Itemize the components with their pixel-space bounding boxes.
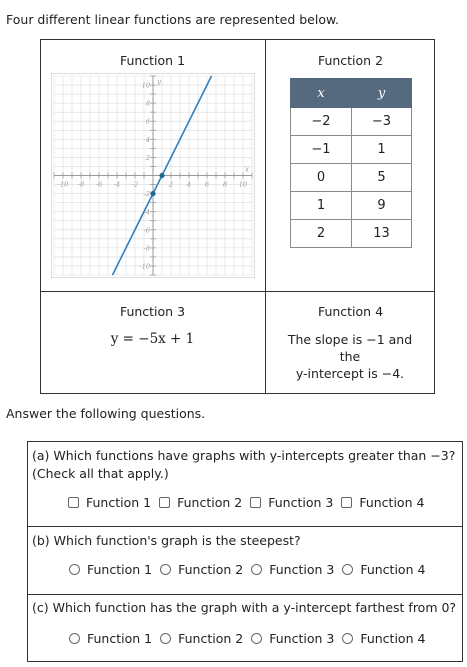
cell-x: 1	[291, 192, 352, 220]
question-c-options	[69, 631, 425, 646]
checkbox-icon[interactable]	[68, 497, 79, 508]
radio-function-1[interactable]: Function 1	[69, 631, 152, 646]
checkbox-function-1[interactable]: Function 1	[68, 495, 151, 510]
table-header-x: x	[291, 79, 352, 108]
function-2-table	[290, 78, 412, 248]
question-a-line: (Check all that apply.)	[32, 466, 169, 481]
checkbox-function-4[interactable]: Function 4	[341, 495, 424, 510]
checkbox-icon[interactable]	[341, 497, 352, 508]
radio-icon[interactable]	[160, 633, 171, 644]
question-a-text	[32, 447, 462, 483]
question-a-options	[68, 495, 424, 510]
cell-y: 13	[352, 220, 412, 248]
radio-function-2[interactable]: Function 2	[160, 631, 243, 646]
checkbox-icon[interactable]	[250, 497, 261, 508]
radio-icon[interactable]	[251, 633, 262, 644]
cell-y: −3	[352, 108, 412, 136]
x-tick-label: -6	[95, 180, 103, 189]
table-row	[291, 108, 412, 136]
radio-icon[interactable]	[342, 564, 353, 575]
data-point	[150, 191, 155, 196]
table-row	[291, 136, 412, 164]
intro-text: Four different linear functions are represented below.	[6, 12, 340, 27]
y-tick-label: 4	[145, 135, 150, 144]
cell-y: 1	[352, 136, 412, 164]
radio-icon[interactable]	[251, 564, 262, 575]
radio-icon[interactable]	[342, 633, 353, 644]
y-tick-label: -10	[139, 262, 150, 271]
y-tick-label: 2	[145, 153, 150, 162]
question-divider	[27, 594, 463, 595]
x-tick-label: -8	[77, 180, 85, 189]
y-axis-label: y	[157, 78, 161, 86]
y-tick-label: 6	[145, 117, 150, 126]
radio-icon[interactable]	[69, 564, 80, 575]
x-tick-label: -4	[113, 180, 121, 189]
cell-x: −2	[291, 108, 352, 136]
checkbox-icon[interactable]	[159, 497, 170, 508]
x-tick-label: -10	[57, 180, 69, 189]
y-tick-label: -6	[143, 226, 150, 235]
answer-prompt: Answer the following questions.	[6, 406, 206, 421]
x-axis-label: x	[245, 165, 249, 174]
radio-icon[interactable]	[160, 564, 171, 575]
table-row	[291, 192, 412, 220]
x-tick-label: 8	[222, 180, 228, 189]
cell-x: 2	[291, 220, 352, 248]
cell-x: −1	[291, 136, 352, 164]
function-4-line: The slope is −1 and	[287, 332, 413, 347]
question-b-options	[69, 562, 425, 577]
checkbox-function-2[interactable]: Function 2	[159, 495, 242, 510]
function-4-line: the	[339, 349, 361, 364]
y-tick-label: -4	[143, 208, 150, 217]
function-1-title: Function 1	[119, 53, 186, 68]
function-4-description	[270, 331, 430, 382]
cell-y: 9	[352, 192, 412, 220]
question-b-text: (b) Which function's graph is the steepest?	[32, 533, 301, 548]
function-4-title: Function 4	[317, 304, 384, 319]
y-tick-label: 8	[145, 99, 150, 108]
x-tick-label: 6	[204, 180, 210, 189]
radio-function-1[interactable]: Function 1	[69, 562, 152, 577]
x-tick-label: 2	[168, 180, 174, 189]
radio-function-3[interactable]: Function 3	[251, 562, 334, 577]
y-tick-label: 10	[141, 81, 150, 90]
x-tick-label: 10	[238, 180, 248, 189]
grid-divider-horizontal	[40, 291, 435, 292]
radio-function-3[interactable]: Function 3	[251, 631, 334, 646]
x-tick-label: 4	[186, 180, 192, 189]
y-tick-label: -2	[143, 190, 150, 199]
radio-icon[interactable]	[69, 633, 80, 644]
question-c-text: (c) Which function has the graph with a y-intercept farthest from 0?	[32, 600, 457, 615]
function-2-title: Function 2	[317, 53, 384, 68]
y-tick-label: -8	[143, 244, 150, 253]
function-3-equation: y = −5x + 1	[110, 331, 195, 347]
function-1-chart	[51, 73, 255, 278]
cell-x: 0	[291, 164, 352, 192]
table-row	[291, 220, 412, 248]
function-1-graph	[51, 73, 255, 278]
cell-y: 5	[352, 164, 412, 192]
x-tick-label: -2	[131, 180, 139, 189]
table-row	[291, 164, 412, 192]
question-a-line: (a) Which functions have graphs with y-intercepts greater than −3?	[32, 448, 456, 463]
grid-divider-vertical	[265, 39, 266, 394]
function-4-line: y-intercept is −4.	[295, 366, 405, 381]
radio-function-4[interactable]: Function 4	[342, 562, 425, 577]
function-3-title: Function 3	[119, 304, 186, 319]
checkbox-function-3[interactable]: Function 3	[250, 495, 333, 510]
table-header-y: y	[352, 79, 412, 108]
question-divider	[27, 526, 463, 527]
radio-function-2[interactable]: Function 2	[160, 562, 243, 577]
radio-function-4[interactable]: Function 4	[342, 631, 425, 646]
data-point	[159, 173, 164, 178]
